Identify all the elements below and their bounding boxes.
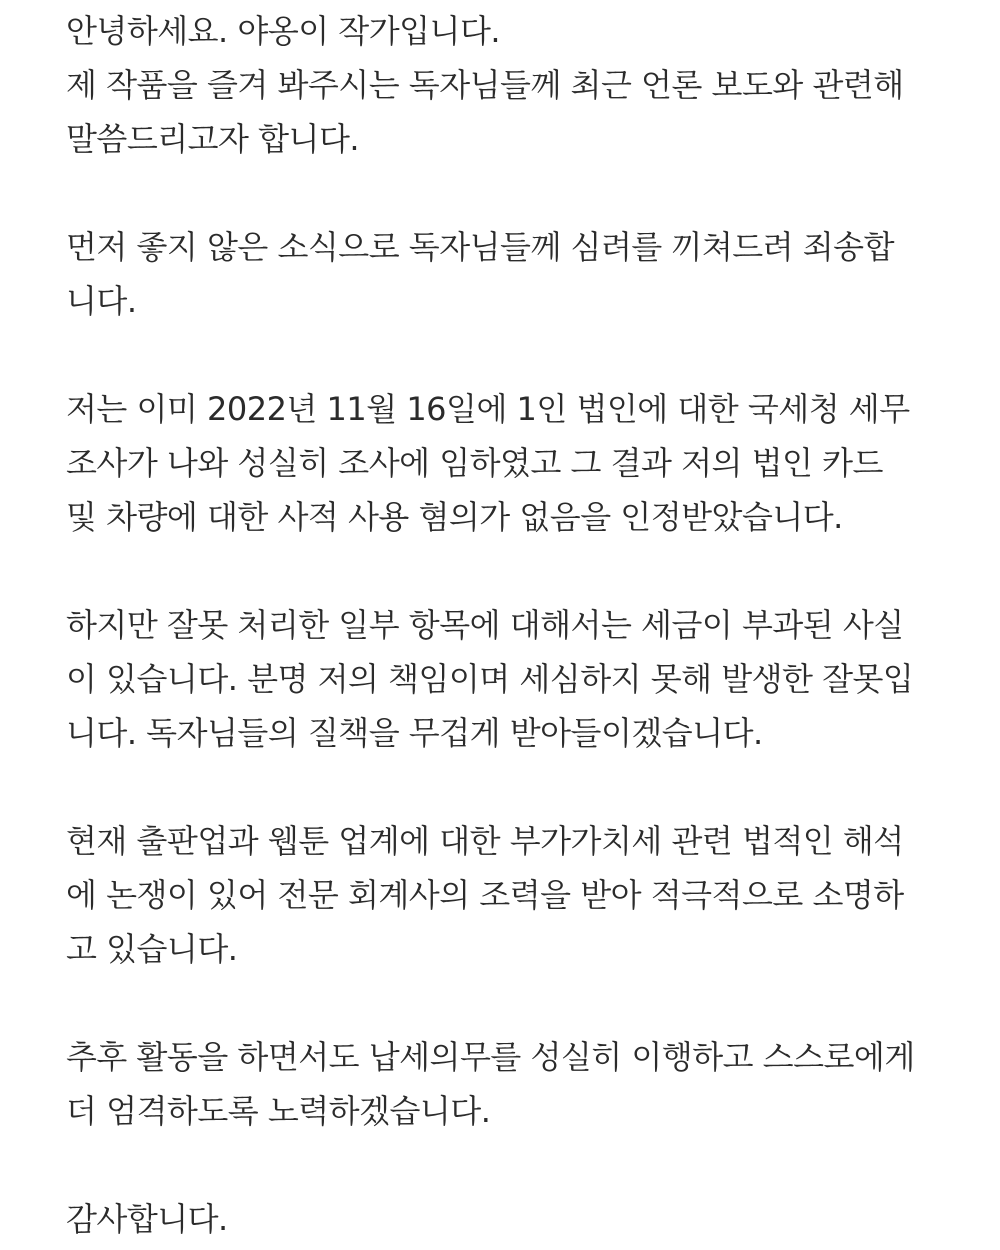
text-line: 말씀드리고자 합니다. (66, 120, 360, 158)
text-line: 니다. 독자님들의 질책을 무겁게 받아들이겠습니다. (66, 714, 763, 752)
text-line: 감사합니다. (66, 1200, 228, 1238)
paragraph-greeting (66, 4, 946, 166)
text-line: 먼저 좋지 않은 소식으로 독자님들께 심려를 끼쳐드려 죄송합 (66, 228, 895, 266)
statement-document (66, 4, 946, 1246)
text-line: 에 논쟁이 있어 전문 회계사의 조력을 받아 적극적으로 소명하 (66, 876, 904, 914)
text-line: 니다. (66, 282, 137, 320)
paragraph-apology (66, 220, 946, 328)
text-line: 더 엄격하도록 노력하겠습니다. (66, 1092, 491, 1130)
text-line: 이 있습니다. 분명 저의 책임이며 세심하지 못해 발생한 잘못입 (66, 660, 914, 698)
paragraph-thanks (66, 1192, 946, 1246)
paragraph-vat-dispute (66, 814, 946, 976)
paragraph-tax-audit (66, 382, 946, 544)
text-line: 추후 활동을 하면서도 납세의무를 성실히 이행하고 스스로에게 (66, 1038, 915, 1076)
text-line: 안녕하세요. 야옹이 작가입니다. (66, 12, 501, 50)
text-line: 제 작품을 즐겨 봐주시는 독자님들께 최근 언론 보도와 관련해 (66, 66, 904, 104)
text-line: 현재 출판업과 웹툰 업계에 대한 부가가치세 관련 법적인 해석 (66, 822, 904, 860)
paragraph-responsibility (66, 598, 946, 760)
text-line: 저는 이미 2022년 11월 16일에 1인 법인에 대한 국세청 세무 (66, 390, 910, 428)
text-line: 하지만 잘못 처리한 일부 항목에 대해서는 세금이 부과된 사실 (66, 606, 904, 644)
text-line: 조사가 나와 성실히 조사에 임하였고 그 결과 저의 법인 카드 (66, 444, 883, 482)
paragraph-commitment (66, 1030, 946, 1138)
text-line: 고 있습니다. (66, 930, 238, 968)
text-line: 및 차량에 대한 사적 사용 혐의가 없음을 인정받았습니다. (66, 498, 843, 536)
